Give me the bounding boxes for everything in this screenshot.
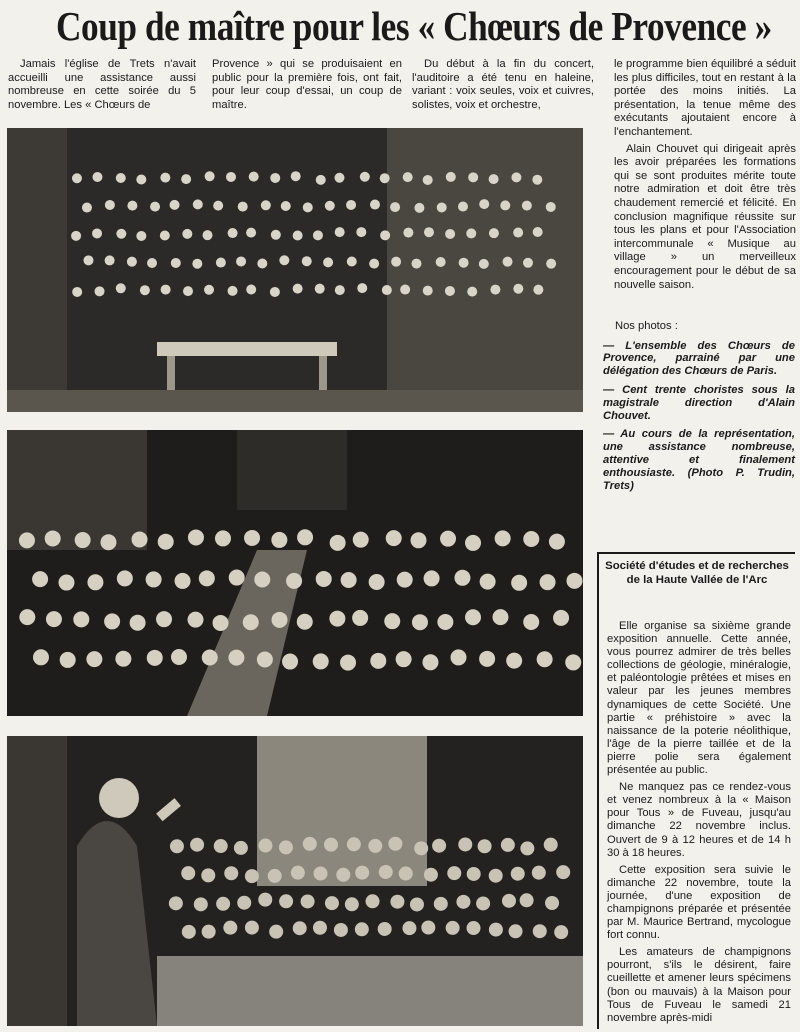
headline: Coup de maître pour les « Chœurs de Provence »	[56, 3, 772, 49]
society-paragraph-4: Les amateurs de champignons pourront, s'ils le désirent, faire cueillette et amener leurs spécimens (bon ou mauvais) à la Maison pour Tous de Fuveau le samedi 21 novembre après-midi	[607, 946, 791, 1024]
intro-text-2: Provence » qui se produisaient en public pour la première fois, ont fait, pour leur coup d'essai, un coup de maître.	[212, 58, 402, 111]
society-paragraph-2: Ne manquez pas ce rendez-vous et venez nombreux à la « Maison pour Tous » de Fuveau, jusqu'au dimanche 22 novembre inclus. Ouvert de 9 à 12 heures et de 14 h 30 à 18 heures.	[607, 781, 791, 859]
right-column-text	[614, 58, 796, 295]
photo-audience	[7, 430, 583, 716]
photo-captions	[603, 320, 795, 498]
society-article-box	[597, 552, 795, 1029]
society-paragraph-1: Elle organise sa sixième grande exposition annuelle. Cette année, vous pourrez admirer de très belles collections de géologie, minéralogie, et paléontologie prêtées et mises en valeur par les jeunes membres dynamiques de cette Société. Une partie « préhistoire » avec la naissance de la poterie néolithique, l'âge de la pierre taillée et de la pierre polie sera également présentée au public.	[607, 620, 791, 777]
caption-1: — L'ensemble des Chœurs de Provence, parrainé par une délégation des Chœurs de Paris.	[603, 339, 795, 378]
captions-lead: Nos photos :	[615, 320, 678, 332]
society-paragraph-3: Cette exposition sera suivie le dimanche 22 novembre, toute la journée, d'une exposition de champignons préparée et présentée par M. Maurice Bertrand, mycologue fort connu.	[607, 863, 791, 942]
intro-column-3	[412, 58, 594, 115]
society-article-title: Société d'études et de recherches de la Haute Vallée de l'Arc	[605, 560, 789, 586]
audience-photo-image	[7, 430, 583, 716]
intro-column-1	[8, 58, 196, 115]
intro-column-2	[212, 58, 402, 115]
caption-2: — Cent trente choristes sous la magistrale direction d'Alain Chouvet.	[603, 383, 795, 422]
right-paragraph-1: le programme bien équilibré a séduit les plus difficiles, tout en restant à la portée des moins initiés. La présentation, la tenue même des exécutants ajoutaient encore à l'enchantement.	[614, 58, 796, 138]
caption-3: — Au cours de la représentation, une assistance nombreuse, attentive et finalement enthousiaste. (Photo P. Trudin, Trets)	[603, 428, 795, 492]
conductor-photo-image	[7, 736, 583, 1026]
right-paragraph-2: Alain Chouvet qui dirigeait après les avoir préparées les formations qui se sont produites mérite toute notre admiration et doit être très chaudement remercié et félicité. En conclusion magnifique réussite sur tous les plans et pour l'Association intercommunale « Musique au village » un merveilleux encouragement pour le début de sa nouvelle saison.	[614, 142, 796, 291]
choir-photo-image	[7, 128, 583, 412]
society-article-body	[607, 620, 791, 1029]
photo-conductor	[7, 736, 583, 1026]
intro-text-1: Jamais l'église de Trets n'avait accueilli une assistance aussi nombreuse en cette soirée du 5 novembre. Les « Chœurs de	[8, 58, 196, 111]
intro-text-3: Du début à la fin du concert, l'auditoire a été tenu en haleine, variant : voix seules, voix et cuivres, solistes, voix et orchestre,	[412, 58, 594, 111]
photo-choir-ensemble	[7, 128, 583, 412]
